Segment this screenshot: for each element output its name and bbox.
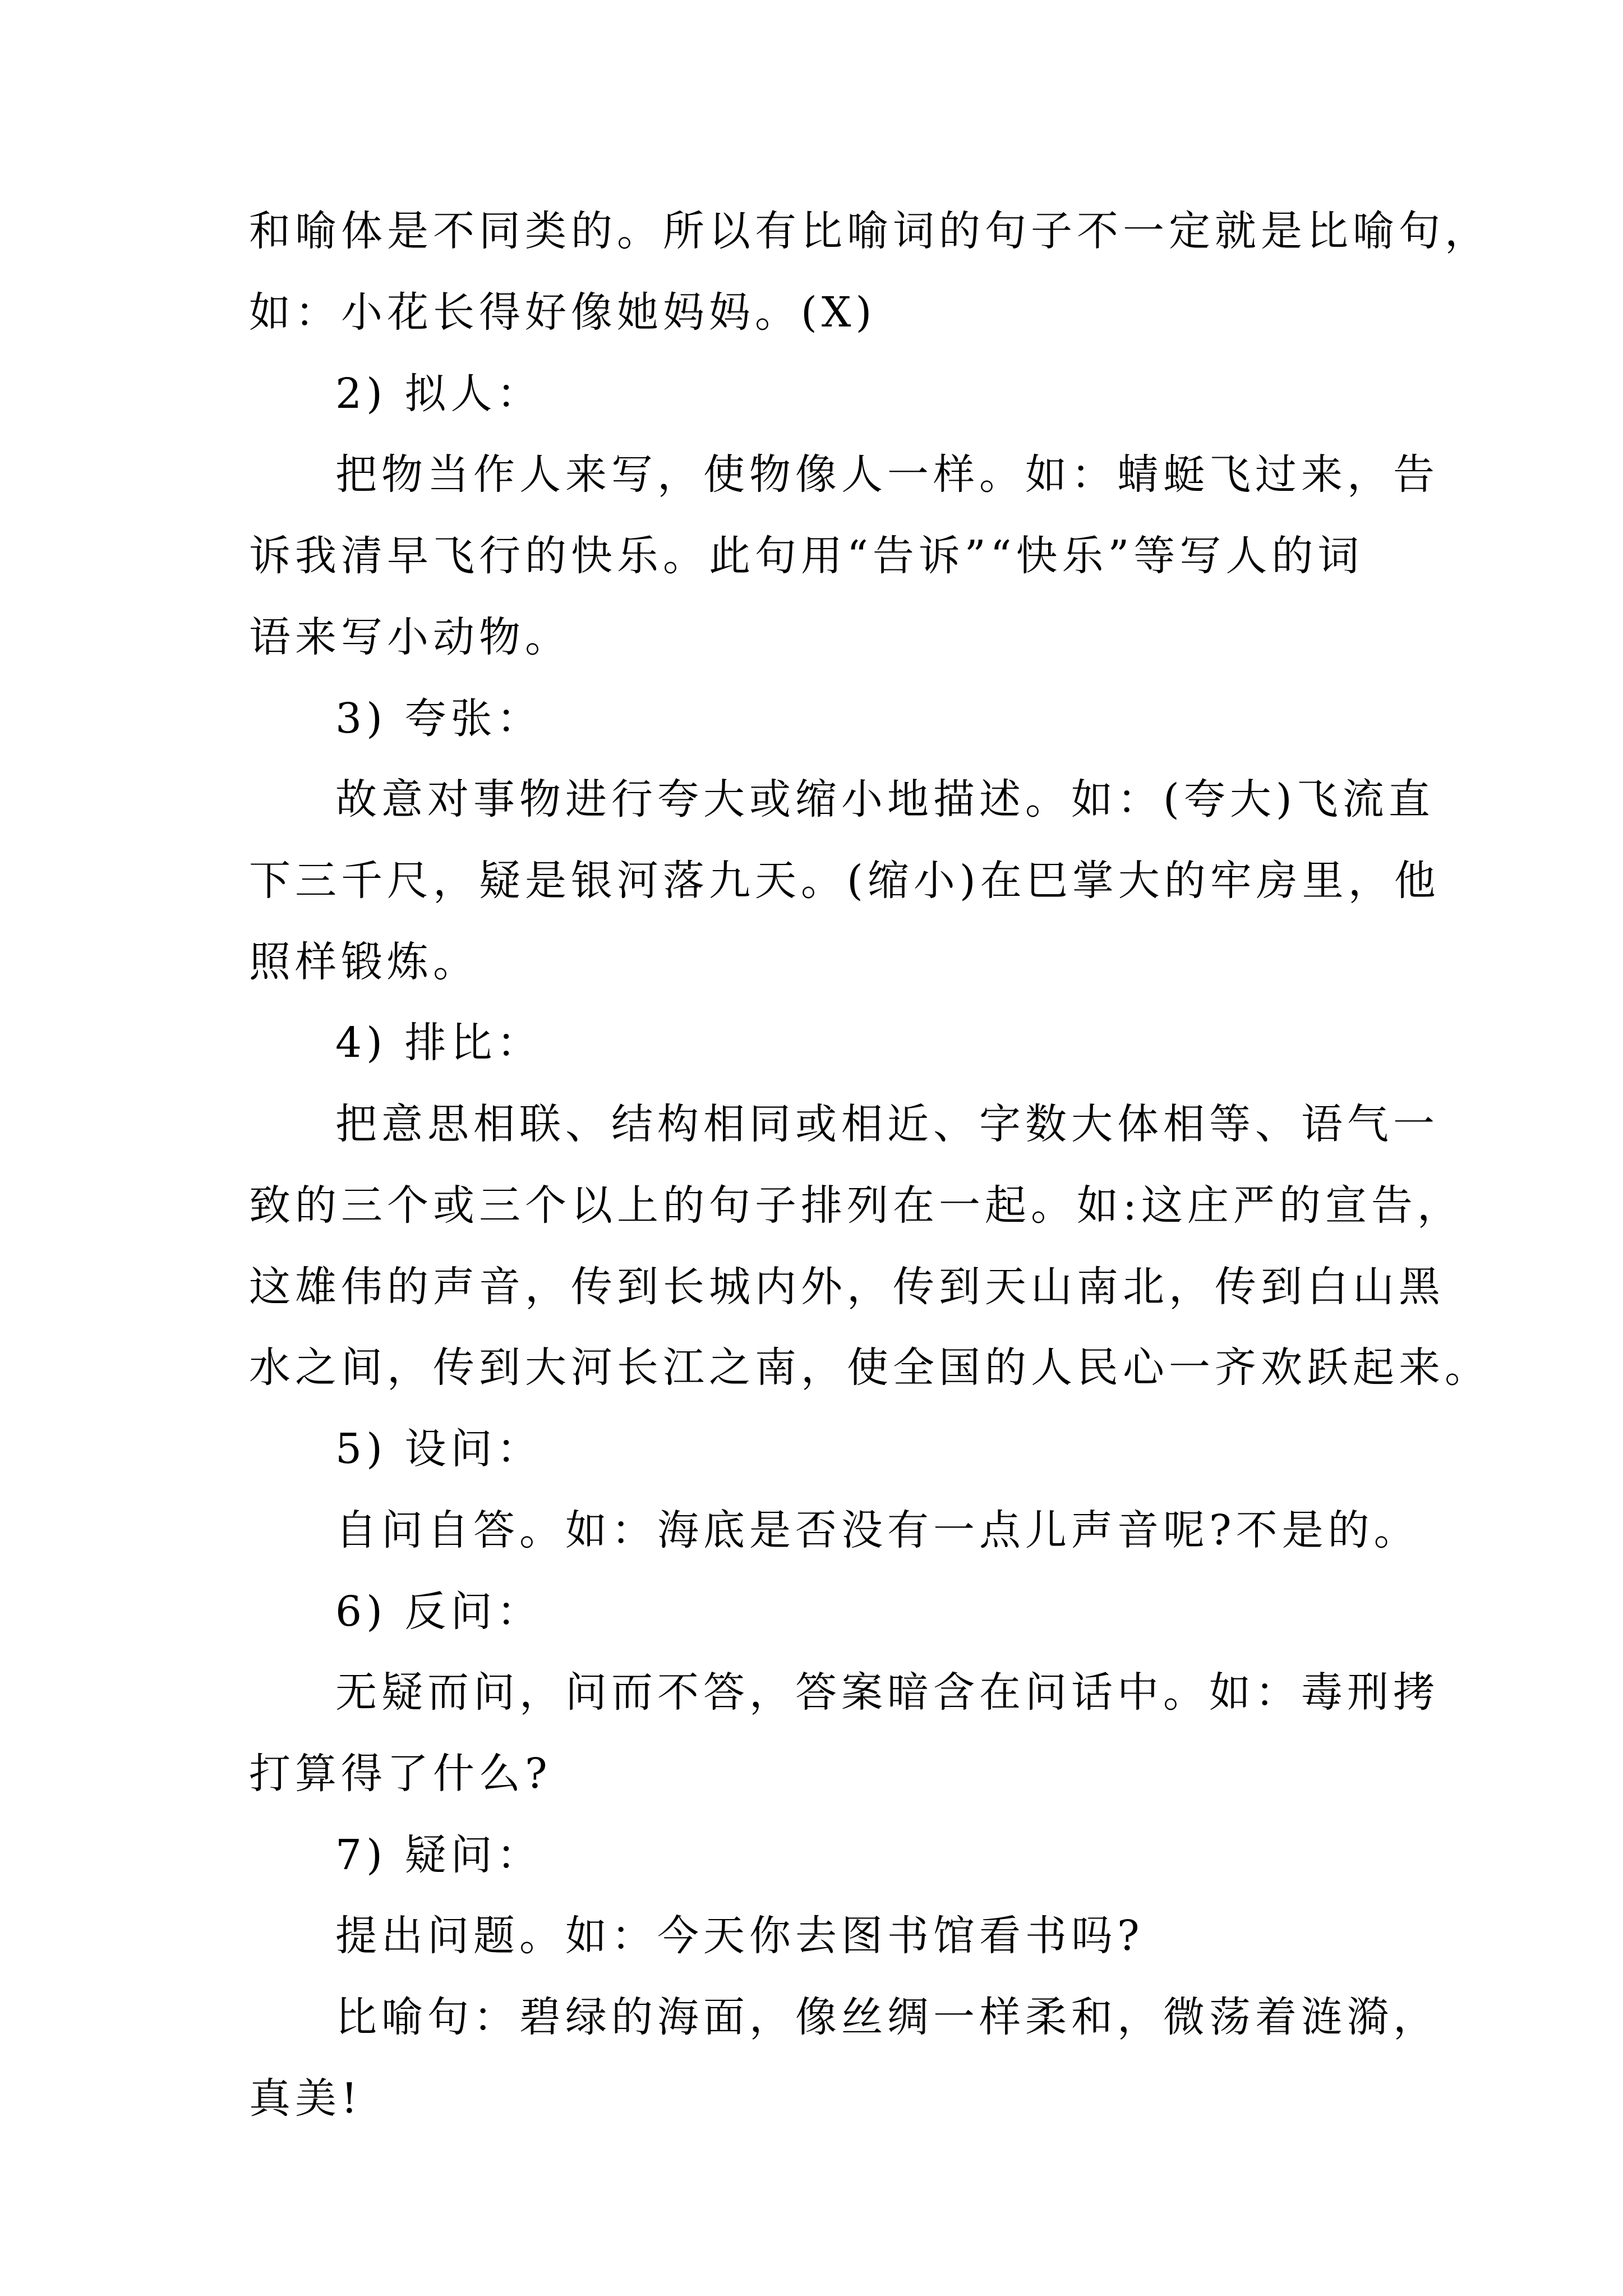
text-line: 照样锻炼。 bbox=[249, 938, 479, 986]
text-line: 故意对事物进行夸大或缩小地描述。如：(夸大)飞流直 bbox=[335, 775, 1435, 823]
text-line: 自问自答。如：海底是否没有一点儿声音呢?不是的。 bbox=[335, 1506, 1420, 1554]
text-line: 如：小花长得好像她妈妈。(X) bbox=[249, 288, 877, 337]
section-heading: 6) 反问： bbox=[335, 1588, 543, 1636]
text-line: 下三千尺，疑是银河落九天。(缩小)在巴掌大的牢房里，他 bbox=[249, 857, 1440, 905]
text-line: 水之间，传到大河长江之南，使全国的人民心一齐欢跃起来。 bbox=[249, 1343, 1491, 1392]
text-line: 致的三个或三个以上的句子排列在一起。如:这庄严的宣告， bbox=[249, 1181, 1463, 1230]
text-line: 把意思相联、结构相同或相近、字数大体相等、语气一 bbox=[335, 1100, 1439, 1148]
text-line: 诉我清早飞行的快乐。此句用“告诉”“快乐”等写人的词 bbox=[249, 532, 1364, 580]
text-line: 把物当作人来写，使物像人一样。如：蜻蜓飞过来，告 bbox=[335, 450, 1439, 499]
text-line: 打算得了什么? bbox=[249, 1750, 552, 1798]
section-heading: 4) 排比： bbox=[335, 1019, 543, 1067]
text-line: 这雄伟的声音，传到长城内外，传到天山南北，传到白山黑 bbox=[249, 1263, 1445, 1311]
section-heading: 2) 拟人： bbox=[335, 370, 543, 418]
text-line: 比喻句：碧绿的海面，像丝绸一样柔和，微荡着涟漪， bbox=[335, 1993, 1439, 2041]
text-line: 和喻体是不同类的。所以有比喻词的句子不一定就是比喻句， bbox=[249, 207, 1491, 255]
section-heading: 7) 疑问： bbox=[335, 1831, 543, 1879]
text-line: 真美! bbox=[249, 2074, 362, 2123]
text-line: 提出问题。如：今天你去图书馆看书吗? bbox=[335, 1912, 1144, 1960]
section-heading: 5) 设问： bbox=[335, 1425, 543, 1473]
section-heading: 3) 夸张： bbox=[335, 694, 543, 743]
text-line: 无疑而问，问而不答，答案暗含在问话中。如：毒刑拷 bbox=[335, 1668, 1439, 1717]
text-line: 语来写小动物。 bbox=[249, 613, 571, 661]
